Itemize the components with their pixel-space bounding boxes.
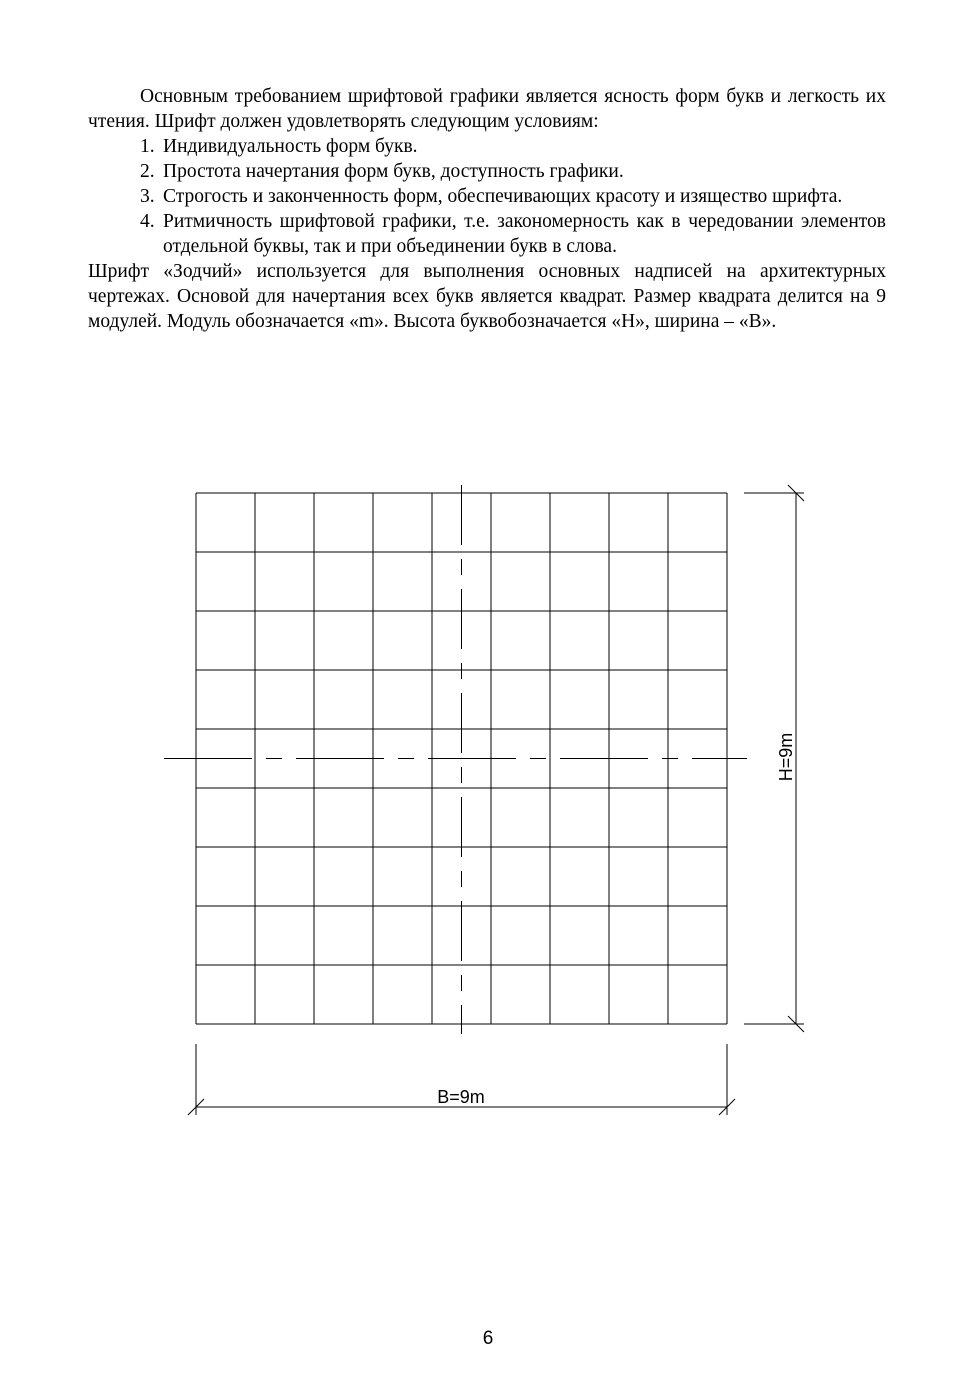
page-number: 6 xyxy=(482,1328,494,1349)
list-item-number: 1. xyxy=(140,136,155,157)
list-item-number: 3. xyxy=(140,186,155,207)
list-item-number: 2. xyxy=(140,161,155,182)
list-item-text: Ритмичность шрифтовой графики, т.е. закономерность как в чередовании элементов отдельной буквы, так и при объединении букв в слова. xyxy=(163,211,886,257)
height-dimension-label: H=9m xyxy=(776,732,796,782)
list-item-text: Индивидуальность форм букв. xyxy=(163,136,418,157)
list-item-number: 4. xyxy=(140,211,155,232)
width-dimension-label: B=9m xyxy=(437,1087,485,1107)
list-item-text: Простота начертания форм букв, доступность графики. xyxy=(163,161,624,182)
dimension-lines xyxy=(188,485,804,1115)
intro-paragraph: Основным требованием шрифтовой графики является ясность форм букв и легкость их чтения. Шрифт должен удовлетворять следующим условиям: xyxy=(88,86,886,132)
list-item-text: Строгость и законченность форм, обеспечивающих красоту и изящество шрифта. xyxy=(163,186,843,207)
center-axis-lines xyxy=(164,485,747,1034)
font-description-paragraph: Шрифт «Зодчий» используется для выполнения основных надписей на архитектурных чертежах. Основой для начертания всех букв является квадрат. Размер квадрата делится на 9 модулей. Модуль обозначается «m». Высота буквобозначается «Н», ширина – «В». xyxy=(88,261,886,332)
